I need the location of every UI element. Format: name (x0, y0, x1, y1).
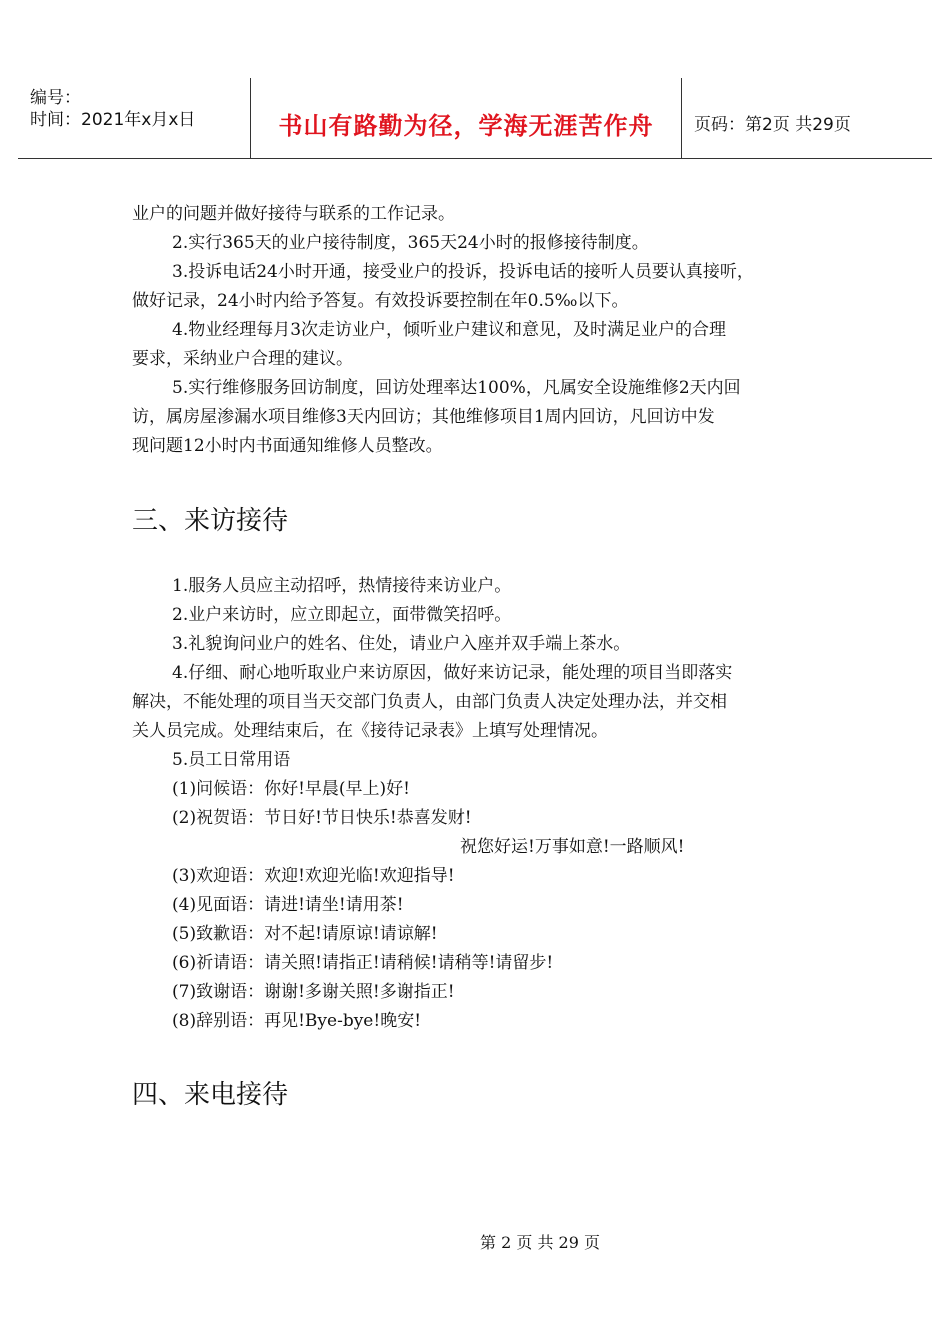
section-heading-call: 四、来电接待 (132, 1080, 289, 1110)
phrase-item-continued: 祝您好运!万事如意!一路顺风! (460, 837, 685, 857)
header-motto-cell (251, 78, 682, 158)
header-page-cell (682, 78, 932, 158)
phrase-item: (5)致歉语：对不起!请原谅!请谅解! (172, 924, 438, 944)
page-footer: 第 2 页 共 29 页 (480, 1233, 600, 1252)
paragraph-line: 关人员完成。处理结束后，在《接待记录表》上填写处理情况。 (132, 721, 608, 741)
paragraph-line: 4.仔细、耐心地听取业户来访原因，做好来访记录，能处理的项目当即落实 (172, 663, 733, 683)
paragraph-line: 解决，不能处理的项目当天交部门负责人，由部门负责人决定处理办法，并交相 (132, 692, 727, 712)
phrase-item: (6)祈请语：请关照!请指正!请稍候!请稍等!请留步! (172, 953, 554, 973)
paragraph-line: 5.员工日常用语 (172, 750, 291, 770)
document-number-label: 编号： (30, 88, 81, 108)
paragraph-line: 2.实行365天的业户接待制度，365天24小时的报修接待制度。 (172, 233, 649, 253)
document-time-label: 时间：2021年x月x日 (30, 110, 196, 130)
phrase-item: (2)祝贺语：节日好!节日快乐!恭喜发财! (172, 808, 472, 828)
paragraph-line: 现问题12小时内书面通知维修人员整改。 (132, 436, 443, 456)
paragraph-line: 3.投诉电话24小时开通，接受业户的投诉，投诉电话的接听人员要认真接听， (172, 262, 754, 282)
header-motto: 书山有路勤为径，学海无涯苦作舟 (278, 112, 654, 140)
paragraph-line: 3.礼貌询问业户的姓名、住处，请业户入座并双手端上茶水。 (172, 634, 631, 654)
paragraph-line: 访，属房屋渗漏水项目维修3天内回访；其他维修项目1周内回访，凡回访中发 (132, 407, 715, 427)
phrase-item: (7)致谢语：谢谢!多谢关照!多谢指正! (172, 982, 455, 1002)
paragraph-line: 2.业户来访时，应立即起立，面带微笑招呼。 (172, 605, 512, 625)
phrase-item: (3)欢迎语：欢迎!欢迎光临!欢迎指导! (172, 866, 455, 886)
phrase-item: (1)问候语：你好!早晨(早上)好! (172, 779, 411, 799)
phrase-item: (4)见面语：请进!请坐!请用茶! (172, 895, 404, 915)
paragraph-line: 要求，采纳业户合理的建议。 (132, 349, 353, 369)
header-page-number: 页码：第2页 共29页 (694, 115, 851, 135)
paragraph-line: 业户的问题并做好接待与联系的工作记录。 (132, 204, 455, 224)
phrase-item: (8)辞别语：再见!Bye-bye!晚安! (172, 1011, 422, 1031)
header-info-cell (18, 78, 251, 158)
paragraph-line: 做好记录，24小时内给予答复。有效投诉要控制在年0.5‰以下。 (132, 291, 629, 311)
paragraph-line: 5.实行维修服务回访制度，回访处理率达100%，凡属安全设施维修2天内回 (172, 378, 741, 398)
section-heading-visit: 三、来访接待 (132, 506, 289, 536)
paragraph-line: 4.物业经理每月3次走访业户，倾听业户建议和意见，及时满足业户的合理 (172, 320, 727, 340)
document-header (18, 78, 932, 159)
paragraph-line: 1.服务人员应主动招呼，热情接待来访业户。 (172, 576, 512, 596)
